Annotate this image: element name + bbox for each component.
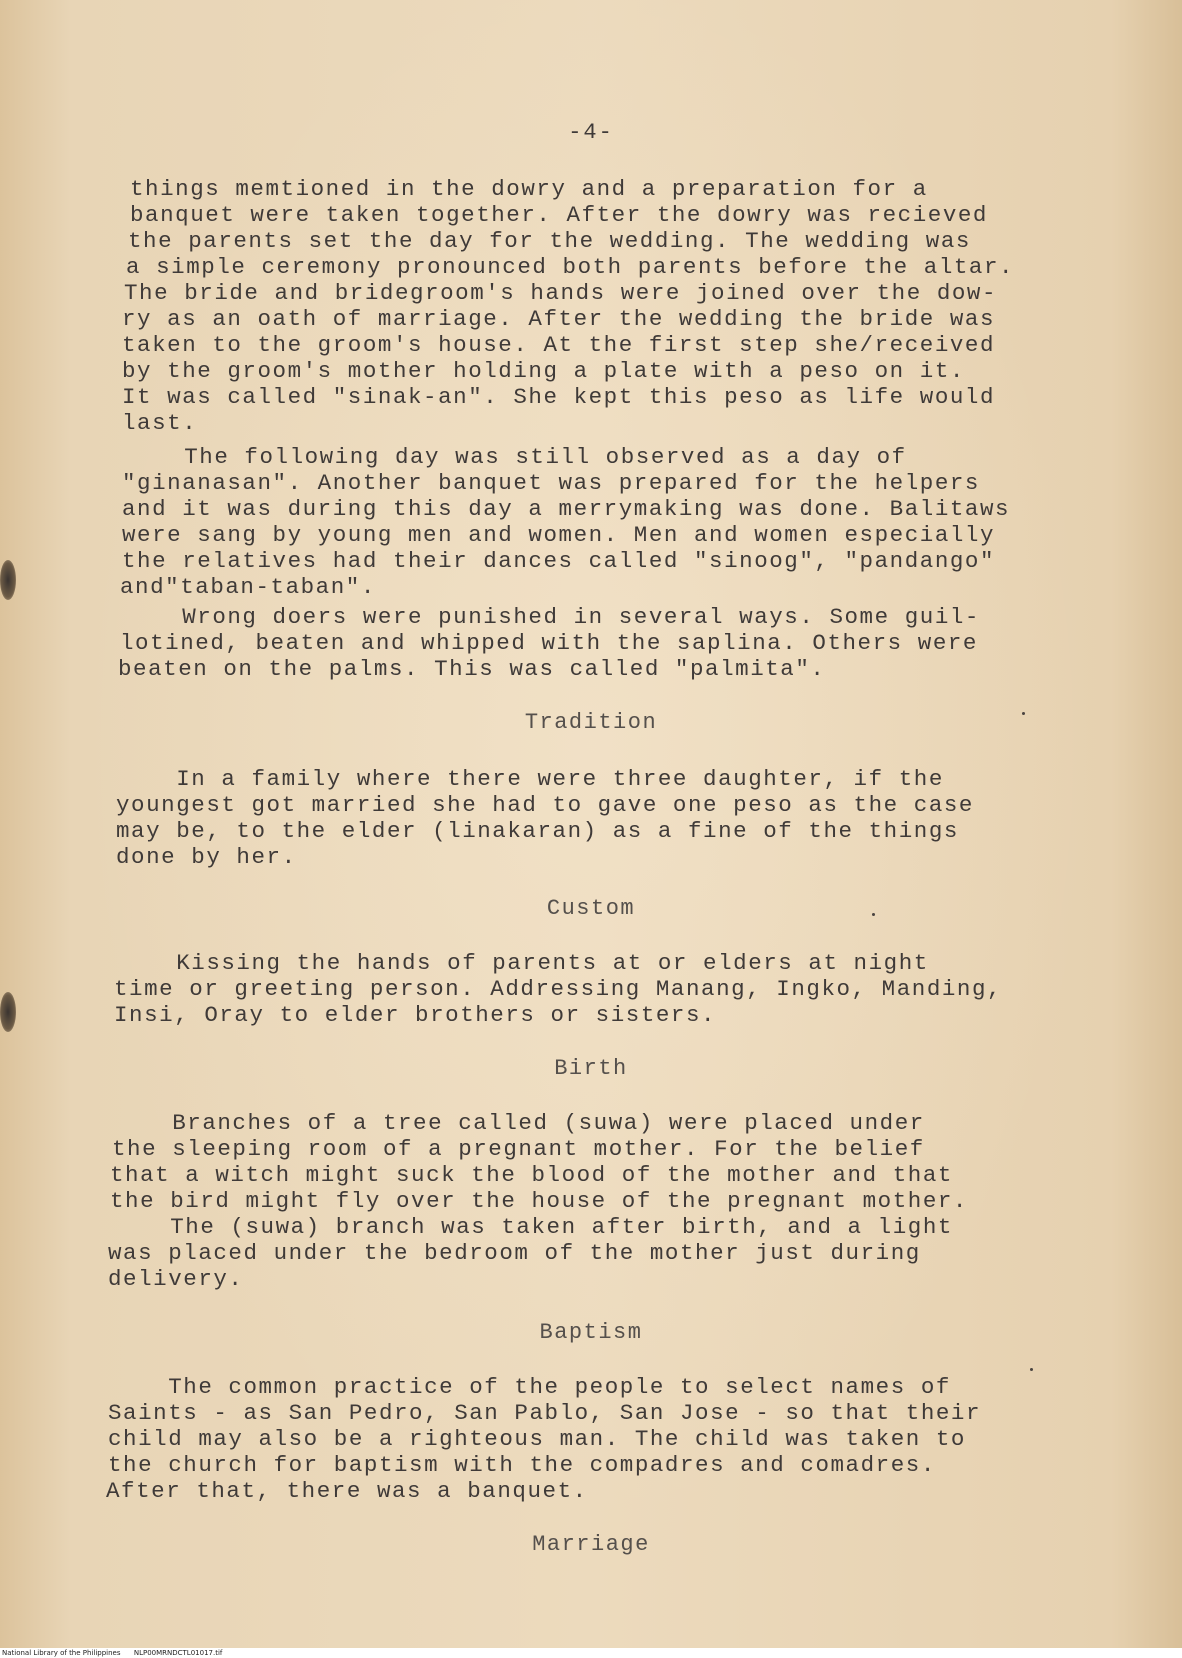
text-line: Kissing the hands of parents at or elders at night	[116, 950, 929, 976]
text-line: The common practice of the people to select names of	[108, 1374, 951, 1400]
text-line: the relatives had their dances called "sinoog", "pandango"	[122, 548, 996, 574]
text-line: After that, there was a banquet.	[106, 1478, 588, 1504]
text-line: Insi, Oray to elder brothers or sisters.	[114, 1002, 717, 1028]
text-line: beaten on the palms. This was called "palmita".	[118, 656, 826, 682]
text-line: "ginanasan". Another banquet was prepared for the helpers	[122, 470, 980, 496]
heading-tradition: Tradition	[524, 710, 658, 735]
footer-text: National Library of the Philippines NLP00MRNDCTL01017.tif	[2, 1649, 223, 1657]
ink-speck	[1022, 712, 1025, 715]
text-line: the sleeping room of a pregnant mother. For the belief	[112, 1136, 925, 1162]
text-line: last.	[122, 410, 198, 436]
text-line: ry as an oath of marriage. After the wedding the bride was	[122, 306, 996, 332]
heading-marriage: Marriage	[532, 1532, 650, 1557]
footer-strip	[0, 1648, 1182, 1658]
text-line: done by her.	[116, 844, 297, 870]
text-line: It was called "sinak-an". She kept this peso as life would	[122, 384, 996, 410]
text-line: the church for baptism with the compadres and comadres.	[108, 1452, 936, 1478]
binding-hole	[0, 560, 16, 600]
text-line: The bride and bridegroom's hands were joined over the dow-	[124, 280, 998, 306]
heading-birth: Birth	[554, 1056, 628, 1081]
text-line: delivery.	[108, 1266, 244, 1292]
text-line: that a witch might suck the blood of the mother and that	[110, 1162, 953, 1188]
text-line: a simple ceremony pronounced both parents before the altar.	[126, 254, 1015, 280]
page-number: -4-	[568, 120, 614, 145]
text-line: Wrong doers were punished in several ways. Some guil-	[122, 604, 980, 630]
text-line: the bird might fly over the house of the pregnant mother.	[110, 1188, 968, 1214]
text-line: In a family where there were three daughter, if the	[116, 766, 944, 792]
text-line: Branches of a tree called (suwa) were placed under	[112, 1110, 925, 1136]
ink-speck	[872, 913, 875, 916]
text-line: things memtioned in the dowry and a preparation for a	[130, 176, 928, 202]
text-line: may be, to the elder (linakaran) as a fine of the things	[116, 818, 959, 844]
text-line: child may also be a righteous man. The child was taken to	[108, 1426, 966, 1452]
text-line: The (suwa) branch was taken after birth, and a light	[110, 1214, 953, 1240]
text-line: The following day was still observed as a day of	[124, 444, 907, 470]
text-line: the parents set the day for the wedding. The wedding was	[128, 228, 971, 254]
text-line: time or greeting person. Addressing Manang, Ingko, Manding,	[114, 976, 1003, 1002]
text-line: banquet were taken together. After the dowry was recieved	[130, 202, 988, 228]
text-line: and"taban-taban".	[120, 574, 376, 600]
text-line: Saints - as San Pedro, San Pablo, San Jose - so that their	[108, 1400, 982, 1426]
heading-baptism: Baptism	[539, 1320, 643, 1345]
binding-hole	[0, 992, 16, 1032]
text-line: were sang by young men and women. Men and women especially	[122, 522, 996, 548]
text-line: lotined, beaten and whipped with the saplina. Others were	[120, 630, 978, 656]
ink-speck	[1030, 1368, 1033, 1371]
text-line: youngest got married she had to gave one peso as the case	[116, 792, 974, 818]
heading-custom: Custom	[546, 896, 636, 921]
text-line: and it was during this day a merrymaking was done. Balitaws	[122, 496, 1011, 522]
text-line: was placed under the bedroom of the mother just during	[108, 1240, 921, 1266]
text-line: by the groom's mother holding a plate with a peso on it.	[122, 358, 965, 384]
text-line: taken to the groom's house. At the first step she/received	[122, 332, 996, 358]
